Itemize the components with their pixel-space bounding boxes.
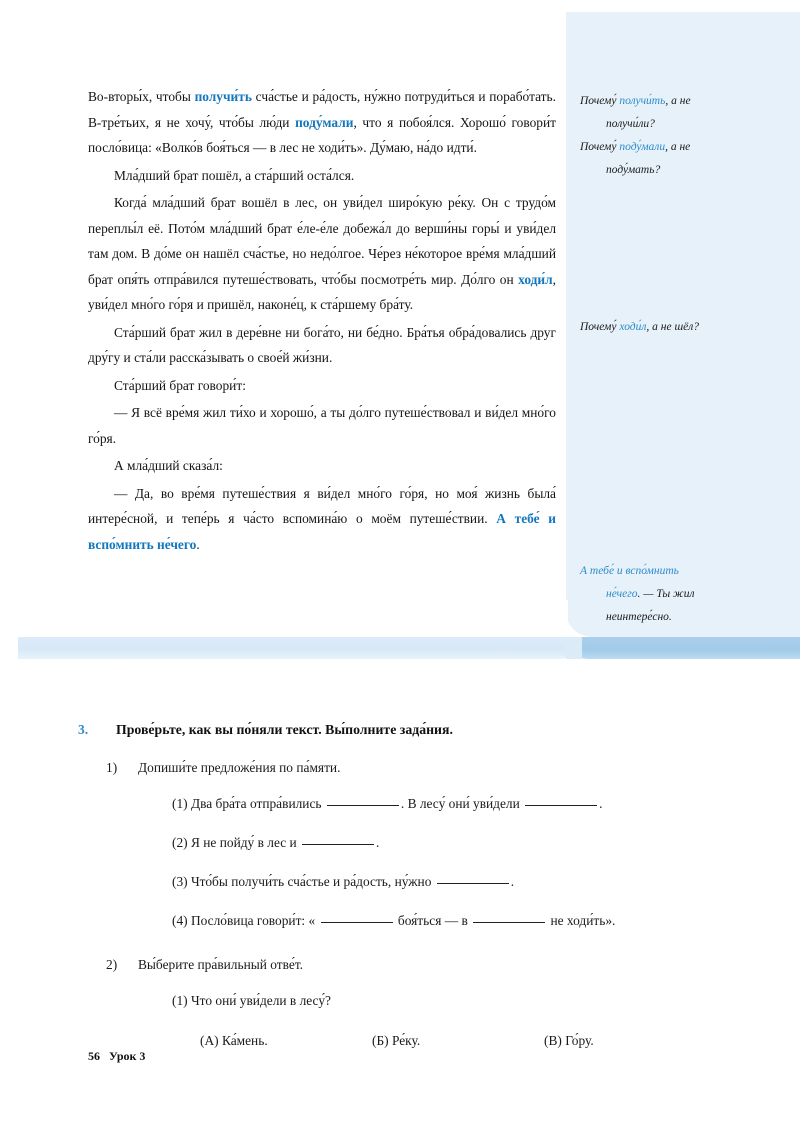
fill-in-item [78,794,718,814]
margin-notes-list [566,12,800,637]
exercise-heading [78,722,718,738]
margin-note-text-post: , а не [665,95,691,107]
story-paragraph [88,481,556,558]
margin-note-second-line: получи́ли? [606,118,655,130]
answer-option[interactable] [372,1033,544,1049]
margin-note-text-pre: Почему́ [580,321,620,333]
margin-note-text-pre: Почему́ [580,95,620,107]
margin-note-second-line [580,583,785,606]
answer-blank[interactable] [525,805,597,806]
story-text-run: сча́стье и ра́дость, ну́жно потруди́ться и порабо́тать. В-тре́тьих, я не хочу́, что́бы лю́ди [88,89,556,130]
story-text-run: Во-вторы́х, чтобы [88,89,195,104]
margin-note-keyword: ходи́л [619,321,647,333]
fill-in-item [78,872,718,892]
answer-blank[interactable] [321,922,393,923]
item-number: (4) [172,913,191,928]
subtask-label: Допиши́те предложе́ния по па́мяти. [138,760,341,775]
margin-note-keyword: поду́мали [619,141,666,153]
story-paragraph [88,190,556,318]
section-divider-band-right [566,637,800,659]
margin-note-third-line: неинтере́сно. [606,611,672,623]
story-body [88,84,556,559]
highlighted-keyword: ходи́л [518,271,553,287]
margin-note-keyword: А тебе́ и вспо́мнить [580,565,679,577]
margin-note-gloss: . — Ты жил [637,588,695,600]
item-text: Посло́вица говори́т: « [190,913,319,928]
margin-note-hodil [580,316,785,339]
item-text: Я не пойду́ в лес и [190,835,301,850]
lesson-label: Урок 3 [109,1049,146,1063]
answer-blank[interactable] [437,883,509,884]
margin-note-text-pre: Почему́ [580,141,620,153]
fill-in-item [78,833,718,853]
item-text: . [510,874,515,889]
question-number: (1) [172,993,188,1008]
exercise-section [78,722,718,1049]
answer-option-key: (В) [544,1033,566,1048]
page-number: 56 [88,1049,100,1063]
subtask-label: Вы́берите пра́вильный отве́т. [138,957,304,972]
exercise-title: Прове́рьте, как вы по́няли текст. Вы́полните зада́ния. [116,722,453,737]
item-number: (1) [172,796,191,811]
story-text-run: — Я всё вре́мя жил ти́хо и хорошо́, а ты до́лго путеше́ствовал и ви́дел мно́го го́ря. [88,405,556,446]
item-text: . В лесу́ они́ уви́дели [400,796,524,811]
story-text-run: А мла́дший сказа́л: [114,458,223,473]
story-paragraph [88,400,556,451]
item-number: (3) [172,874,191,889]
answer-option[interactable] [200,1033,372,1049]
margin-note-vspomnit [580,560,785,629]
highlighted-keyword: А тебе́ и вспо́мнить не́чего [88,511,556,552]
story-paragraph [88,163,556,189]
answer-option[interactable] [544,1033,716,1049]
exercise-number: 3. [78,722,89,737]
item-text: не ходи́ть». [547,913,616,928]
answer-option-key: (А) [200,1033,222,1048]
story-text-run: Ста́рший брат говори́т: [114,377,246,393]
story-text-run: Мла́дший брат пошёл, а ста́рший оста́лся. [114,167,355,183]
story-text-run: . [196,536,200,552]
margin-note-poluchit [580,90,785,136]
margin-note-text-post: , а не [665,141,691,153]
subtask-2-heading [78,957,718,973]
story-text-run: Ста́рший брат жил в дере́вне ни бога́то, ни бе́дно. Бра́тья обра́довались друг дру́гу и ста́ли расска́зывать о свое́й жи́зни. [88,324,556,365]
answer-blank[interactable] [327,805,399,806]
answer-option-key: (Б) [372,1033,392,1048]
highlighted-keyword: получи́ть [194,89,252,104]
story-paragraph [88,84,556,161]
margin-note-second-line: поду́мать? [606,164,661,176]
answer-option-text: Ре́ку. [391,1033,421,1048]
answer-blank[interactable] [473,922,545,923]
story-paragraph [88,320,556,371]
highlighted-keyword: поду́мали [295,114,354,130]
item-number: (2) [172,835,191,850]
story-text-run: — Да, во вре́мя путеше́ствия я ви́дел мно́го го́ря, но моя́ жизнь была́ интере́сной, и тепе́рь я ча́сто вспомина́ю о моём путеше́ствии. [88,485,556,526]
margin-note-keyword-cont: не́чего [606,588,638,600]
item-text: боя́ться — в [394,913,472,928]
item-text: . [599,796,603,811]
fill-in-item [78,911,718,931]
story-paragraph [88,453,556,479]
story-text-run: , что я побоя́лся. Хорошо́ говори́т посло́вица: «Волко́в боя́ться — в лес не ходи́ть». Ду́маю, на́до идти́. [88,114,557,155]
margin-note-podumali [580,136,785,182]
story-paragraph [88,373,556,399]
fill-in-items [78,794,718,931]
answer-option-text: Го́ру. [565,1033,594,1048]
answer-option-text: Ка́мень. [221,1033,268,1048]
multiple-choice-question [78,991,718,1011]
story-text-run: , уви́дел мно́го го́ря и пришёл, наконе́ц, к ста́ршему бра́ту. [88,271,556,312]
margin-note-keyword: получи́ть [619,95,666,107]
margin-note-text-post: , а не шёл? [646,321,699,333]
page-footer [88,1049,145,1064]
answer-blank[interactable] [302,844,374,845]
section-divider-band-left [18,637,581,659]
item-text: Два бра́та отпра́вились [190,796,325,811]
question-text: Что они́ уви́дели в лесу́? [190,993,331,1008]
subtask-1-heading [78,760,718,776]
story-text-run: Когда́ мла́дший брат вошёл в лес, он уви́дел широ́кую ре́ку. Он с трудо́м переплы́л её. Пото́м мла́дший брат е́ле-е́ле добежа́л до верши́ны горы́ и уви́дел там дом. В до́ме он нашёл сча́стье, но недо́лгое. Че́рез не́которое вре́мя мла́дший брат опя́ть отпра́вился путеше́ствовать, что́бы посмотре́ть мир. До́лго он [88,195,556,287]
subtask-number: 2) [106,957,118,972]
subtask-number: 1) [106,760,118,775]
item-text: . [376,835,380,850]
item-text: Что́бы получи́ть сча́стье и ра́дость, ну́жно [190,874,435,889]
answer-options-row [78,1033,718,1049]
